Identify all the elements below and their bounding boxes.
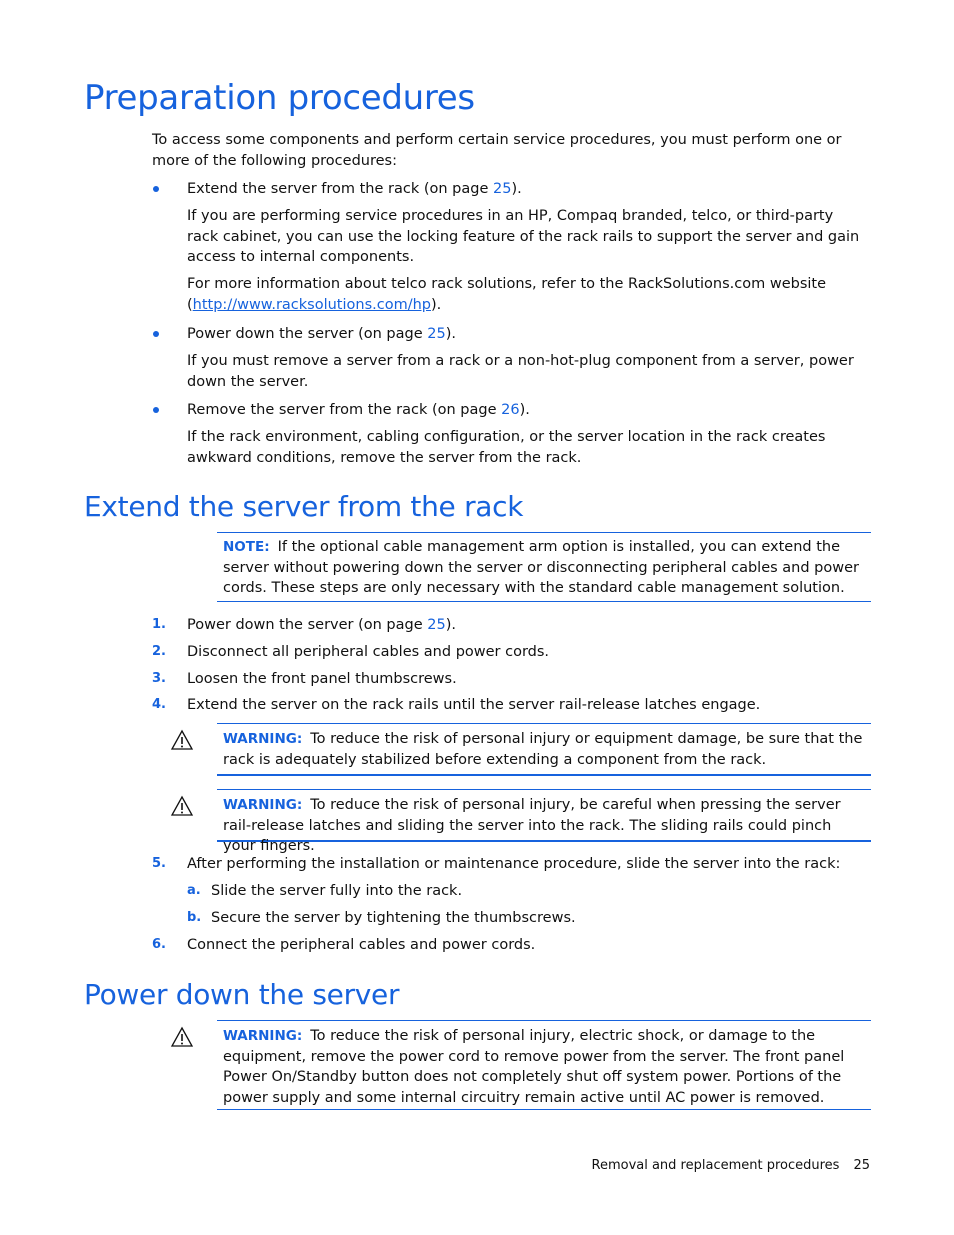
warning-text: To reduce the risk of personal injury or equipment damage, be sure that the rack is adequately stabilized before extending a component from the rack.	[223, 731, 863, 768]
extend-step-1: Power down the server (on page 25).	[187, 617, 456, 633]
warning-icon	[170, 795, 194, 817]
prep-note-2: If you must remove a server from a rack or a non-hot-plug component from a server, power down the server.	[187, 353, 854, 390]
intro-paragraph: To access some components and perform certain service procedures, you must perform one or more of the following procedures:	[152, 132, 842, 169]
prep-note-3: If the rack environment, cabling configuration, or the server location in the rack creates awkward conditions, remove the server from the rack.	[187, 429, 826, 466]
footer-title: Removal and replacement procedures	[591, 1158, 840, 1173]
racksolutions-link[interactable]: http://www.racksolutions.com/hp	[192, 296, 431, 313]
note-box	[217, 532, 871, 602]
extend-step-2: Disconnect all peripheral cables and power cords.	[187, 644, 550, 660]
step-number: 2.	[152, 644, 166, 659]
page-link[interactable]: 25	[427, 326, 446, 342]
prep-item-3: Remove the server from the rack (on page 26).	[187, 402, 530, 418]
bullet-icon	[153, 407, 159, 413]
substep-letter: a.	[187, 883, 201, 898]
extend-heading: Extend the server from the rack	[84, 490, 524, 523]
step-number: 5.	[152, 856, 166, 871]
warning-box-2	[217, 789, 871, 854]
extend-substep-a: Slide the server fully into the rack.	[211, 883, 463, 899]
extend-step-6: Connect the peripheral cables and power cords.	[187, 937, 536, 953]
extend-step-5: After performing the installation or maintenance procedure, slide the server into the rack:	[187, 856, 841, 872]
note-text: If the optional cable management arm option is installed, you can extend the server without powering down the server or disconnecting peripheral cables and power cords. These steps are only necessary with the standard cable management solution.	[223, 539, 859, 596]
bullet-icon	[153, 331, 159, 337]
warning-text: To reduce the risk of personal injury, electric shock, or damage to the equipment, remove the power cord to remove power from the server. The front panel Power On/Standby button does not completely shut off system power. Portions of the power supply and some internal circuitry remain active until AC power is removed.	[223, 1028, 845, 1106]
warning-label: WARNING:	[223, 797, 303, 813]
warning-box-3	[217, 1020, 871, 1110]
prep-note-1b: For more information about telco rack solutions, refer to the RackSolutions.com website (http://www.racksolutions.com/hp).	[187, 276, 827, 313]
step-number: 6.	[152, 937, 166, 952]
bullet-icon	[153, 186, 159, 192]
warning-label: WARNING:	[223, 1028, 303, 1044]
warning-label: WARNING:	[223, 731, 303, 747]
step-number: 1.	[152, 617, 166, 632]
page-link[interactable]: 26	[501, 402, 520, 418]
extend-substep-b: Secure the server by tightening the thumbscrews.	[211, 910, 576, 926]
prep-item-1: Extend the server from the rack (on page 25).	[187, 181, 522, 197]
warning-icon	[170, 1026, 194, 1048]
page-number: 25	[853, 1158, 870, 1173]
page-link[interactable]: 25	[427, 617, 446, 633]
page-footer	[592, 1158, 871, 1173]
warning-icon	[170, 729, 194, 751]
warning-box-1	[217, 723, 871, 776]
step-number: 3.	[152, 671, 166, 686]
page-link[interactable]: 25	[493, 181, 512, 197]
extend-step-4: Extend the server on the rack rails until the server rail-release latches engage.	[187, 697, 761, 713]
prep-note-1a: If you are performing service procedures in an HP, Compaq branded, telco, or third-party rack cabinet, you can use the locking feature of the rack rails to support the server and gain access to internal components.	[187, 208, 860, 265]
warning-text: To reduce the risk of personal injury, be careful when pressing the server rail-release latches and sliding the server into the rack. The sliding rails could pinch your fingers.	[223, 797, 841, 854]
substep-letter: b.	[187, 910, 202, 925]
prep-item-2: Power down the server (on page 25).	[187, 326, 456, 342]
extend-step-3: Loosen the front panel thumbscrews.	[187, 671, 457, 687]
power-heading: Power down the server	[84, 978, 400, 1011]
note-label: NOTE:	[223, 539, 270, 555]
page-heading: Preparation procedures	[84, 78, 475, 118]
step-number: 4.	[152, 697, 166, 712]
